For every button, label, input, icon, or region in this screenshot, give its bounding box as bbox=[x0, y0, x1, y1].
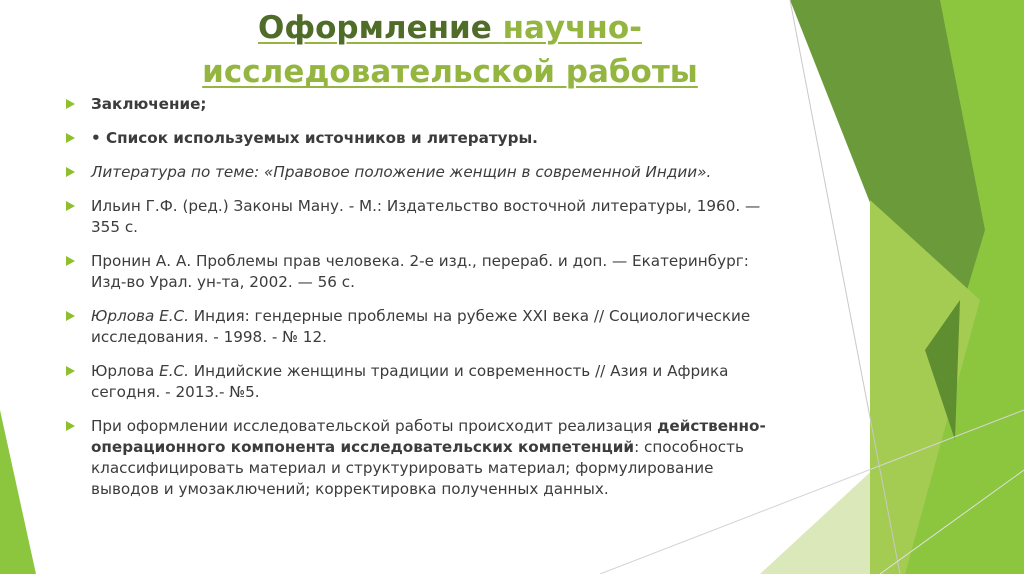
list-item bbox=[64, 162, 784, 183]
triangle-bullet-icon bbox=[66, 421, 75, 431]
triangle-bullet-icon bbox=[66, 167, 75, 177]
item-text-after: : способность классифицировать материал и структурировать материал; формулирование выводов и умозаключений; корректировка полученных данных. bbox=[91, 438, 744, 498]
content-list bbox=[64, 94, 784, 500]
list-item bbox=[64, 196, 784, 238]
list-item bbox=[64, 416, 784, 500]
triangle-bullet-icon bbox=[66, 133, 75, 143]
list-item bbox=[64, 94, 784, 115]
list-item bbox=[64, 306, 784, 348]
item-bold-text: действенно-операционного компонента исследовательских компетенций bbox=[91, 417, 766, 456]
item-prefix: Литература по теме: bbox=[91, 163, 260, 181]
triangle-bullet-icon bbox=[66, 201, 75, 211]
title-line2: исследовательской работы bbox=[202, 54, 698, 90]
item-text: Пронин А. А. Проблемы прав человека. 2-е изд., перераб. и доп. — Екатеринбург: Изд-во Урал. ун-та, 2002. — 56 с. bbox=[91, 252, 749, 291]
list-item bbox=[64, 361, 784, 403]
item-author: Юрлова Е.С. bbox=[91, 307, 189, 325]
triangle-bullet-icon bbox=[66, 311, 75, 321]
triangle-bullet-icon bbox=[66, 366, 75, 376]
item-text: • Список используемых источников и литературы. bbox=[91, 129, 538, 147]
item-text: При оформлении исследовательской работы происходит реализация bbox=[91, 417, 658, 435]
triangle-bullet-icon bbox=[66, 256, 75, 266]
item-text: «Правовое положение женщин в современной Индии». bbox=[259, 163, 712, 181]
item-text: Индия: гендерные проблемы на рубеже XXI века // Социологические исследования. - 1998. - № 12. bbox=[91, 307, 751, 346]
item-author-initials: Е.С. bbox=[159, 362, 189, 380]
list-item bbox=[64, 251, 784, 293]
list-item bbox=[64, 128, 784, 149]
left-corner-shape bbox=[0, 410, 36, 574]
triangle-bullet-icon bbox=[66, 99, 75, 109]
slide-title bbox=[140, 6, 760, 94]
title-part2: научно- bbox=[502, 10, 643, 46]
title-part1: Оформление bbox=[257, 10, 503, 46]
item-text: Заключение; bbox=[91, 95, 207, 113]
item-text: Индийские женщины традиции и современность // Азия и Африка сегодня. - 2013.- №5. bbox=[91, 362, 729, 401]
item-text: Ильин Г.Ф. (ред.) Законы Ману. - М.: Издательство восточной литературы, 1960. —355 с. bbox=[91, 197, 761, 236]
item-author: Юрлова bbox=[91, 362, 160, 380]
